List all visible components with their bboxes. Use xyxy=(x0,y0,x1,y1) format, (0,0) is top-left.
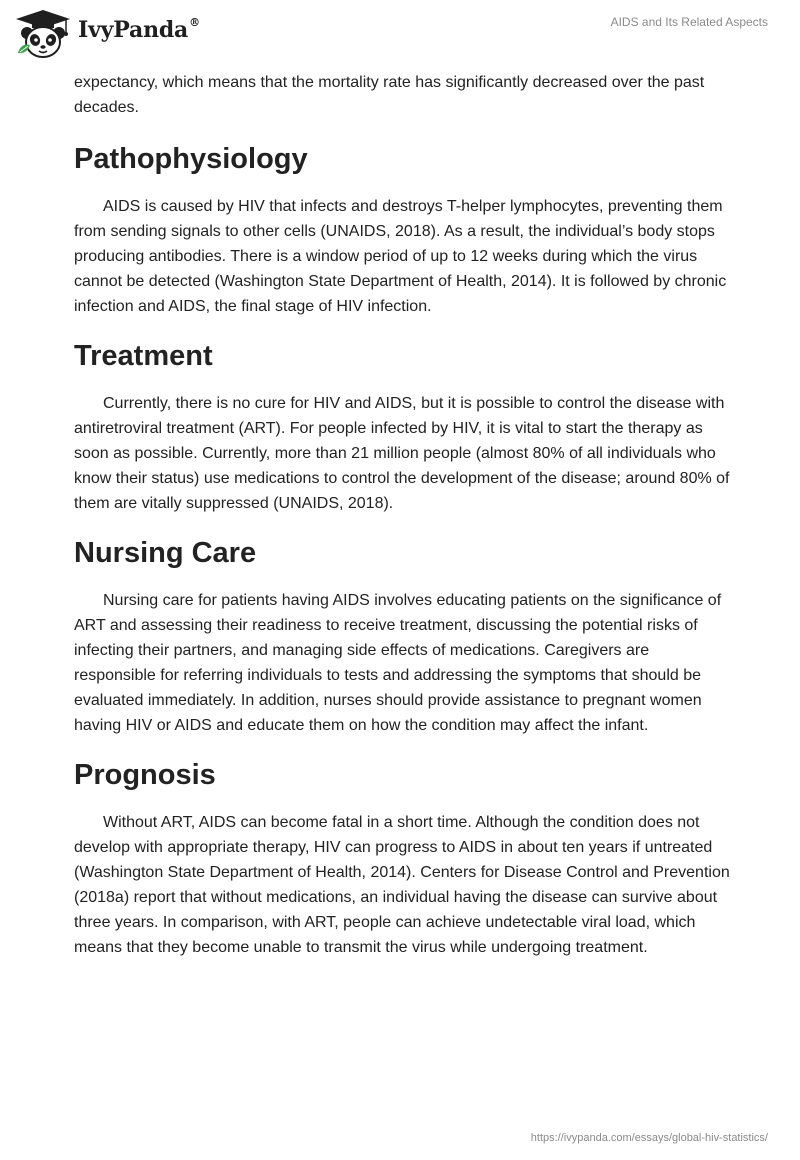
panda-graduate-icon[interactable] xyxy=(15,9,71,59)
section-body-pathophysiology: AIDS is caused by HIV that infects and destroys T-helper lymphocytes, preventing them from sending signals to other cells (UNAIDS, 2018). As a result, the individual’s body stops producing antibodies. There is a window period of up to 12 weeks during which the virus cannot be detected (Washington State Department of Health, 2014). It is followed by chronic infection and AIDS, the final stage of HIV infection. xyxy=(74,198,727,315)
section-heading-pathophysiology: Pathophysiology xyxy=(74,143,308,175)
running-title: AIDS and Its Related Aspects xyxy=(610,15,768,29)
brand-text: IvyPanda xyxy=(78,17,189,43)
section-body-prognosis: Without ART, AIDS can become fatal in a short time. Although the condition does not develop with appropriate therapy, HIV can progress to AIDS in about ten years if untreated (Washington State Department of Health, 2014). Centers for Disease Control and Prevention (2018a) report that without medications, an individual having the disease can survive about three years. In comparison, with ART, people can achieve undetectable viral load, which means that they become unable to transmit the virus while undergoing treatment. xyxy=(74,814,730,956)
page-header xyxy=(0,0,800,70)
section-heading-prognosis: Prognosis xyxy=(74,759,216,791)
brand-name[interactable] xyxy=(78,17,200,43)
essay-content xyxy=(74,70,734,960)
source-url-link[interactable]: https://ivypanda.com/essays/global-hiv-statistics/ xyxy=(530,1132,768,1144)
registered-mark: ® xyxy=(189,15,200,29)
intro-continuation: expectancy, which means that the mortality rate has significantly decreased over the past decades. xyxy=(74,74,705,116)
section-body-treatment: Currently, there is no cure for HIV and AIDS, but it is possible to control the disease with antiretroviral treatment (ART). For people infected by HIV, it is vital to start the therapy as soon as possible. Currently, more than 21 million people (almost 80% of all individuals who know their status) use medications to control the development of the disease; around 80% of them are vitally suppressed (UNAIDS, 2018). xyxy=(74,395,730,512)
section-heading-treatment: Treatment xyxy=(74,340,213,372)
section-body-nursing-care: Nursing care for patients having AIDS involves educating patients on the significance of ART and assessing their readiness to receive treatment, discussing the potential risks of infecting their partners, and managing side effects of medications. Caregivers are responsible for referring individuals to tests and addressing the symptoms that should be evaluated immediately. In addition, nurses should provide assistance to pregnant women having HIV or AIDS and educate them on how the condition may affect the infant. xyxy=(74,592,722,734)
section-heading-nursing-care: Nursing Care xyxy=(74,537,257,569)
